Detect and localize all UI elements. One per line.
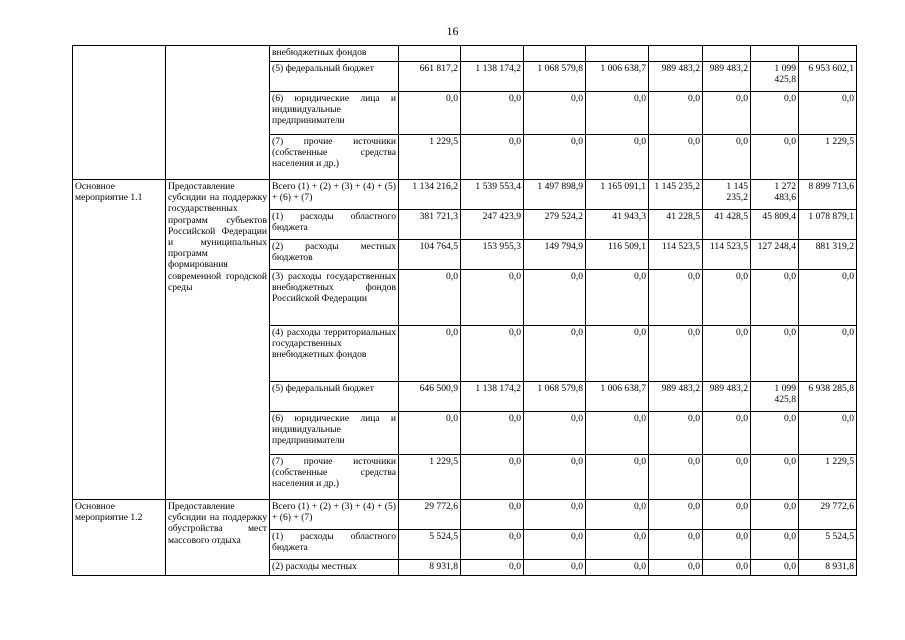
value-cell: 0,0 xyxy=(799,270,857,326)
value-cell: 1 165 091,1 xyxy=(586,180,649,210)
value-cell: 0,0 xyxy=(586,500,649,530)
value-cell: 279 524,2 xyxy=(524,210,586,240)
value-cell: 0,0 xyxy=(586,326,649,382)
value-cell: 0,0 xyxy=(703,500,751,530)
value-cell: 6 953 602,1 xyxy=(799,62,857,92)
value-cell: 0,0 xyxy=(751,455,799,500)
value-cell: 5 524,5 xyxy=(399,530,461,560)
value-cell: 1 145 235,2 xyxy=(649,180,703,210)
value-cell: 1 145 235,2 xyxy=(703,180,751,210)
measure-description-cell xyxy=(166,46,270,180)
value-cell: 0,0 xyxy=(649,92,703,135)
funding-source-cell: (5) федеральный бюджет xyxy=(270,62,399,92)
value-cell xyxy=(524,46,586,62)
value-cell: 1 099 425,8 xyxy=(751,382,799,412)
value-cell: 1 078 879,1 xyxy=(799,210,857,240)
value-cell: 646 500,9 xyxy=(399,382,461,412)
value-cell: 0,0 xyxy=(461,455,524,500)
funding-source-cell: (6) юридические лица и индивидуальные предприниматели xyxy=(270,412,399,455)
measure-name-cell: Основное мероприятие 1.2 xyxy=(73,500,166,576)
value-cell: 1 006 638,7 xyxy=(586,62,649,92)
value-cell: 6 938 285,8 xyxy=(799,382,857,412)
funding-source-cell: (2) расходы местных xyxy=(270,560,399,576)
funding-source-cell: внебюджетных фондов xyxy=(270,46,399,62)
table-row xyxy=(73,180,857,210)
funding-source-cell: (6) юридические лица и индивидуальные предприниматели xyxy=(270,92,399,135)
value-cell: 149 794,9 xyxy=(524,240,586,270)
value-cell: 0,0 xyxy=(399,92,461,135)
value-cell: 0,0 xyxy=(524,326,586,382)
table-row xyxy=(73,46,857,62)
value-cell: 0,0 xyxy=(461,500,524,530)
value-cell: 989 483,2 xyxy=(649,382,703,412)
value-cell: 0,0 xyxy=(461,135,524,180)
measure-description-cell: Предоставление субсидии на поддержку обустройства мест массового отдыха xyxy=(166,500,270,576)
value-cell: 0,0 xyxy=(586,92,649,135)
value-cell: 0,0 xyxy=(703,530,751,560)
value-cell: 0,0 xyxy=(751,135,799,180)
value-cell: 0,0 xyxy=(703,92,751,135)
funding-source-cell: (3) расходы государственных внебюджетных фондов Российской Федерации xyxy=(270,270,399,326)
value-cell xyxy=(649,46,703,62)
value-cell: 0,0 xyxy=(649,135,703,180)
value-cell: 1 138 174,2 xyxy=(461,382,524,412)
value-cell: 0,0 xyxy=(399,412,461,455)
value-cell: 29 772,6 xyxy=(399,500,461,530)
value-cell: 0,0 xyxy=(399,270,461,326)
value-cell: 0,0 xyxy=(586,560,649,576)
funding-source-cell: (5) федеральный бюджет xyxy=(270,382,399,412)
value-cell: 0,0 xyxy=(751,530,799,560)
value-cell: 0,0 xyxy=(586,270,649,326)
value-cell: 41 943,3 xyxy=(586,210,649,240)
value-cell: 0,0 xyxy=(799,326,857,382)
funding-source-cell: (4) расходы территориальных государственных внебюджетных фондов xyxy=(270,326,399,382)
value-cell: 0,0 xyxy=(751,560,799,576)
funding-source-cell: Всего (1) + (2) + (3) + (4) + (5) + (6) + (7) xyxy=(270,180,399,210)
funding-source-cell: (2) расходы местных бюджетов xyxy=(270,240,399,270)
value-cell: 0,0 xyxy=(649,500,703,530)
funding-source-cell: (1) расходы областного бюджета xyxy=(270,210,399,240)
funding-source-cell: Всего (1) + (2) + (3) + (4) + (5) + (6) + (7) xyxy=(270,500,399,530)
value-cell: 0,0 xyxy=(751,92,799,135)
value-cell xyxy=(703,46,751,62)
page-number: 16 xyxy=(446,24,459,38)
value-cell: 989 483,2 xyxy=(703,62,751,92)
value-cell: 989 483,2 xyxy=(649,62,703,92)
value-cell: 0,0 xyxy=(649,560,703,576)
value-cell: 0,0 xyxy=(703,135,751,180)
value-cell: 0,0 xyxy=(799,92,857,135)
value-cell: 1 229,5 xyxy=(399,135,461,180)
value-cell: 0,0 xyxy=(461,326,524,382)
value-cell: 881 319,2 xyxy=(799,240,857,270)
value-cell: 0,0 xyxy=(799,412,857,455)
value-cell: 0,0 xyxy=(751,412,799,455)
value-cell: 41 428,5 xyxy=(703,210,751,240)
value-cell: 0,0 xyxy=(649,326,703,382)
value-cell: 1 099 425,8 xyxy=(751,62,799,92)
value-cell: 0,0 xyxy=(399,326,461,382)
budget-table xyxy=(72,45,857,576)
value-cell: 0,0 xyxy=(524,530,586,560)
value-cell: 0,0 xyxy=(751,500,799,530)
value-cell xyxy=(751,46,799,62)
value-cell: 1 272 483,6 xyxy=(751,180,799,210)
value-cell: 0,0 xyxy=(524,412,586,455)
value-cell xyxy=(586,46,649,62)
value-cell: 116 509,1 xyxy=(586,240,649,270)
value-cell: 0,0 xyxy=(524,135,586,180)
value-cell: 104 764,5 xyxy=(399,240,461,270)
value-cell: 0,0 xyxy=(524,455,586,500)
value-cell: 0,0 xyxy=(751,326,799,382)
value-cell: 153 955,3 xyxy=(461,240,524,270)
value-cell xyxy=(799,46,857,62)
value-cell: 1 006 638,7 xyxy=(586,382,649,412)
value-cell: 41 228,5 xyxy=(649,210,703,240)
value-cell: 0,0 xyxy=(649,412,703,455)
value-cell: 0,0 xyxy=(703,326,751,382)
value-cell: 0,0 xyxy=(461,412,524,455)
value-cell: 8 931,8 xyxy=(399,560,461,576)
value-cell: 1 138 174,2 xyxy=(461,62,524,92)
value-cell: 1 229,5 xyxy=(399,455,461,500)
value-cell xyxy=(399,46,461,62)
measure-name-cell: Основное мероприятие 1.1 xyxy=(73,180,166,500)
value-cell: 8 931,8 xyxy=(799,560,857,576)
value-cell: 127 248,4 xyxy=(751,240,799,270)
value-cell: 0,0 xyxy=(461,530,524,560)
value-cell: 0,0 xyxy=(524,92,586,135)
table-row xyxy=(73,500,857,530)
value-cell: 29 772,6 xyxy=(799,500,857,530)
value-cell xyxy=(461,46,524,62)
value-cell: 0,0 xyxy=(703,412,751,455)
value-cell: 1 068 579,8 xyxy=(524,382,586,412)
value-cell: 1 229,5 xyxy=(799,135,857,180)
value-cell: 0,0 xyxy=(751,270,799,326)
value-cell: 0,0 xyxy=(586,412,649,455)
value-cell: 0,0 xyxy=(586,455,649,500)
value-cell: 1 497 898,9 xyxy=(524,180,586,210)
value-cell: 0,0 xyxy=(461,92,524,135)
value-cell: 381 721,3 xyxy=(399,210,461,240)
value-cell: 0,0 xyxy=(461,560,524,576)
value-cell: 989 483,2 xyxy=(703,382,751,412)
funding-source-cell: (7) прочие источники (собственные средства населения и др.) xyxy=(270,455,399,500)
measure-description-cell: Предоставление субсидии на поддержку государственных программ субъектов Российской Федерации и муниципальных программ формирования современной городской среды xyxy=(166,180,270,500)
value-cell: 0,0 xyxy=(461,270,524,326)
value-cell: 1 229,5 xyxy=(799,455,857,500)
value-cell: 1 134 216,2 xyxy=(399,180,461,210)
value-cell: 247 423,9 xyxy=(461,210,524,240)
value-cell: 8 899 713,6 xyxy=(799,180,857,210)
value-cell: 0,0 xyxy=(703,455,751,500)
funding-source-cell: (7) прочие источники (собственные средства населения и др.) xyxy=(270,135,399,180)
value-cell: 1 068 579,8 xyxy=(524,62,586,92)
funding-source-cell: (1) расходы областного бюджета xyxy=(270,530,399,560)
value-cell: 0,0 xyxy=(586,530,649,560)
value-cell: 0,0 xyxy=(649,455,703,500)
value-cell: 5 524,5 xyxy=(799,530,857,560)
value-cell: 661 817,2 xyxy=(399,62,461,92)
value-cell: 0,0 xyxy=(524,560,586,576)
value-cell: 1 539 553,4 xyxy=(461,180,524,210)
value-cell: 0,0 xyxy=(703,560,751,576)
value-cell: 45 809,4 xyxy=(751,210,799,240)
value-cell: 0,0 xyxy=(649,530,703,560)
value-cell: 114 523,5 xyxy=(649,240,703,270)
value-cell: 0,0 xyxy=(649,270,703,326)
measure-name-cell xyxy=(73,46,166,180)
value-cell: 0,0 xyxy=(586,135,649,180)
value-cell: 0,0 xyxy=(524,270,586,326)
value-cell: 0,0 xyxy=(703,270,751,326)
value-cell: 114 523,5 xyxy=(703,240,751,270)
value-cell: 0,0 xyxy=(524,500,586,530)
